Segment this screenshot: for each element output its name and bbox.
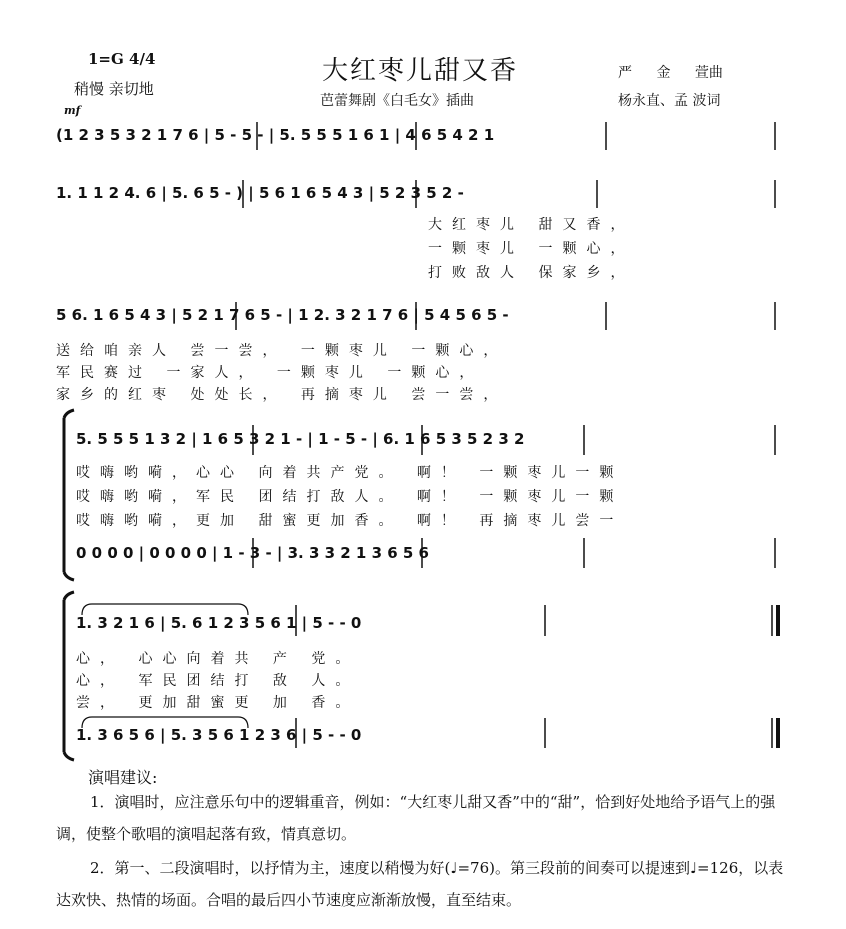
- lyric-line-verse3: 打败敌人 保家乡，: [428, 265, 635, 281]
- lyric-line-verse1: 哎嗨哟嗬，心心 向着共产党。 啊！ 一颗枣儿一颗: [76, 465, 624, 481]
- lyricist-credit: 杨永直、孟 波词: [618, 93, 721, 109]
- advice-paragraph-2: 2．第一、二段演唱时，以抒情为主，速度以稍慢为好(♩=76)。第三段前的间奏可以提速到♩=126，以表达欢快、热情的场面。合唱的最后四小节速度应渐渐放慢，直至结束。: [56, 859, 784, 909]
- lyric-line-verse1: 送给咱亲人 尝一尝， 一颗枣儿 一颗心，: [56, 343, 508, 359]
- notation-line-1: (1 2 3 5 3 2 1 7 6 | 5 - 5 - | 5. 5 5 5 1 6 1 | 4 6 5 4 2 1: [56, 126, 495, 144]
- lyric-line-verse2: 一颗枣儿 一颗心，: [428, 241, 635, 257]
- lyric-line-verse3: 哎嗨哟嗬，更加 甜蜜更加香。 啊！ 再摘枣儿尝一: [76, 513, 624, 529]
- tempo-marking: 稍慢 亲切地: [74, 80, 154, 98]
- lyric-line-verse3: 家乡的红枣 处处长， 再摘枣儿 尝一尝，: [56, 387, 508, 403]
- lyric-line-verse2: 军民赛过 一家人， 一颗枣儿 一颗心，: [56, 365, 484, 381]
- key-signature: 1=G 4/4: [88, 50, 156, 68]
- notation-line-2: 1. 1 1 2 4. 6 | 5. 6 5 - ) | 5 6 1 6 5 4 3 | 5 2 3 5 2 -: [56, 184, 464, 202]
- dynamic-marking: mf: [64, 104, 81, 117]
- lyric-line-verse1: 大红枣儿 甜又香，: [428, 217, 635, 233]
- notation-line-5-lower: 1. 3 6 5 6 | 5. 3 5 6 1 2 3 6 | 5 - - 0: [76, 726, 362, 744]
- notation-line-4-lower: 0 0 0 0 | 0 0 0 0 | 1 - 3 - | 3. 3 3 2 1 3 6 5 6: [76, 544, 429, 562]
- song-subtitle: 芭蕾舞剧《白毛女》插曲: [320, 93, 474, 109]
- advice-paragraph-1: 1．演唱时，应注意乐句中的逻辑重音，例如：“大红枣儿甜又香”中的“甜”，恰到好处地给予语气上的强调，使整个歌唱的演唱起落有致，情真意切。: [56, 793, 776, 843]
- song-title: 大红枣儿甜又香: [322, 56, 519, 86]
- notation-line-3: 5 6. 1 6 5 4 3 | 5 2 1 7 6 5 - | 1 2. 3 2 1 7 6 | 5 4 5 6 5 -: [56, 306, 509, 324]
- lyric-line-verse2: 心， 军民团结打 敌 人。: [76, 673, 360, 689]
- advice-heading: 演唱建议:: [88, 768, 158, 787]
- lyric-line-verse3: 尝， 更加甜蜜更 加 香。: [76, 695, 360, 711]
- notation-line-4-upper: 5. 5 5 5 1 3 2 | 1 6 5 3 2 1 - | 1 - 5 - | 6. 1 6 5 3 5 2 3 2: [76, 430, 525, 448]
- lyric-line-verse2: 哎嗨哟嗬，军民 团结打敌人。 啊！ 一颗枣儿一颗: [76, 489, 624, 505]
- composer-credit: 严 金 萱曲: [618, 65, 723, 81]
- notation-line-5-upper: 1. 3 2 1 6 | 5. 6 1 2 3 5 6 1 | 5 - - 0: [76, 614, 362, 632]
- lyric-line-verse1: 心， 心心向着共 产 党。: [76, 651, 360, 667]
